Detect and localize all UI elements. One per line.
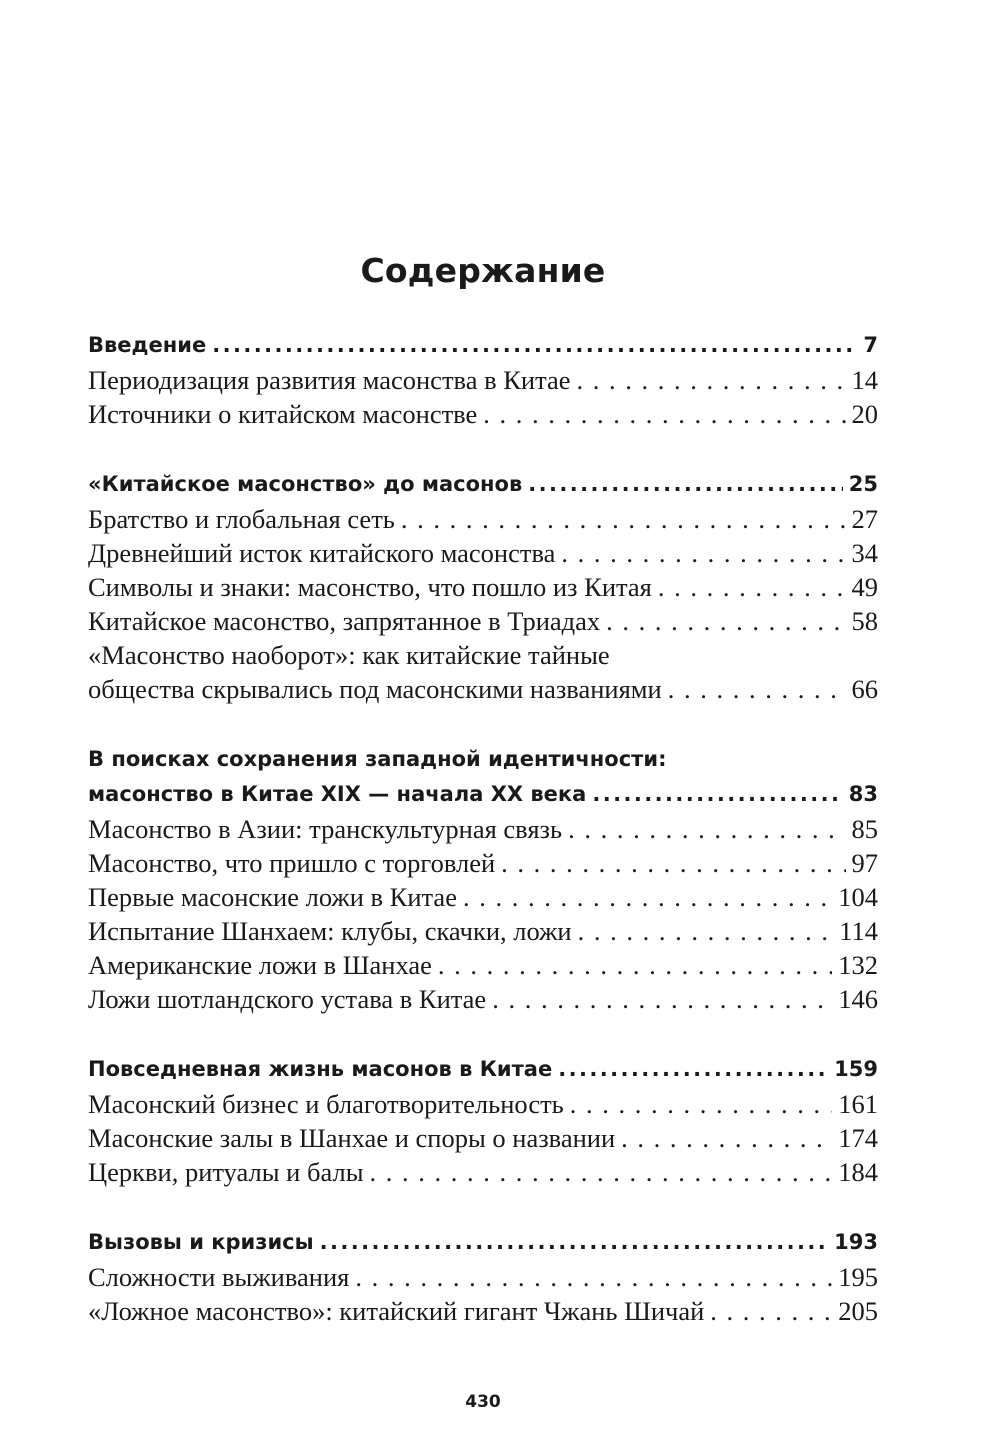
entry-title-line1: «Масонство наоборот»: как китайские тайные [88,640,610,670]
dot-leader [528,467,843,502]
entry-page-number: 104 [838,882,878,912]
dot-leader [577,363,846,397]
entry-title: Церкви, ритуалы и балы [88,1157,364,1187]
toc-section [88,1052,878,1189]
dot-leader [561,536,845,570]
entry-page-number: 146 [838,984,878,1014]
toc-chapter-entry [88,328,878,363]
entry-title: Сложности выживания [88,1262,350,1292]
toc-entry [88,570,878,604]
dot-leader [710,1294,832,1328]
dot-leader [501,846,845,880]
chapter-title: «Китайское масонство» до масонов [88,472,523,496]
chapter-page-number: 159 [834,1057,878,1081]
dot-leader [483,397,845,431]
dot-leader [355,1260,832,1294]
chapter-title-line1: В поисках сохранения западной идентичности: [88,747,667,771]
entry-page-number: 66 [851,674,878,704]
toc-entry [88,1121,878,1155]
chapter-title: Введение [88,333,207,357]
toc-entry [88,982,878,1016]
toc-section [88,467,878,706]
dot-leader [438,948,832,982]
chapter-page-number: 193 [834,1230,878,1254]
dot-leader [320,1225,829,1260]
entry-page-number: 97 [851,848,878,878]
dot-leader [668,672,846,706]
entry-title: Периодизация развития масонства в Китае [88,365,571,395]
dot-leader [463,880,832,914]
entry-title: Древнейший исток китайского масонства [88,538,556,568]
toc-chapter-entry-line [88,742,878,777]
entry-page-number: 58 [851,606,878,636]
entry-title: Китайское масонство, запрятанное в Триадах [88,606,601,636]
dot-leader [592,777,842,812]
dot-leader [578,914,834,948]
chapter-title: Повседневная жизнь масонов в Китае [88,1057,553,1081]
toc-entry [88,604,878,638]
dot-leader [570,1087,832,1121]
entry-title: Братство и глобальная сеть [88,504,395,534]
entry-title: Масонские залы в Шанхае и споры о названии [88,1123,616,1153]
toc-chapter-entry [88,467,878,502]
entry-title: Испытание Шанхаем: клубы, скачки, ложи [88,916,572,946]
toc-entry [88,812,878,846]
toc-chapter-entry [88,777,878,812]
entry-page-number: 20 [851,399,878,429]
page-title: Содержание [360,251,606,290]
dot-leader [401,502,846,536]
entry-title: общества скрывались под масонскими названиями [88,674,662,704]
entry-title: Первые масонские ложи в Китае [88,882,457,912]
dot-leader [606,604,845,638]
chapter-page-number: 83 [848,782,878,806]
entry-page-number: 14 [851,365,878,395]
toc-entry [88,1087,878,1121]
entry-page-number: 114 [839,916,878,946]
entry-title: Масонство в Азии: транскультурная связь [88,814,563,844]
toc-section [88,742,878,1016]
toc-entry [88,846,878,880]
toc-entry [88,672,878,706]
toc-entry [88,1260,878,1294]
chapter-title: Вызовы и кризисы [88,1230,314,1254]
entry-page-number: 174 [838,1123,878,1153]
dot-leader [212,328,857,363]
toc-section [88,328,878,431]
dot-leader [492,982,832,1016]
dot-leader [621,1121,832,1155]
toc-entry [88,948,878,982]
entry-page-number: 85 [851,814,878,844]
entry-page-number: 195 [838,1262,878,1292]
chapter-title: масонство в Китае XIX — начала XX века [88,782,587,806]
entry-title: Масонство, что пришло с торговлей [88,848,496,878]
toc-entry-line [88,638,878,672]
entry-page-number: 205 [838,1296,878,1326]
chapter-page-number: 25 [848,472,878,496]
entry-title: Ложи шотландского устава в Китае [88,984,487,1014]
dot-leader [658,570,846,604]
chapter-page-number: 7 [863,333,878,357]
toc-entry [88,1155,878,1189]
toc-entry [88,502,878,536]
entry-title: Символы и знаки: масонство, что пошло из Китая [88,572,652,602]
entry-page-number: 27 [851,504,878,534]
dot-leader [370,1155,833,1189]
dot-leader [568,812,845,846]
toc-entry [88,1294,878,1328]
entry-title: Источники о китайском масонстве [88,399,478,429]
entry-page-number: 49 [851,572,878,602]
toc-chapter-entry [88,1225,878,1260]
entry-title: Масонский бизнес и благотворительность [88,1089,564,1119]
toc-chapter-entry [88,1052,878,1087]
table-of-contents [88,328,878,1328]
entry-title: «Ложное масонство»: китайский гигант Чжань Шичай [88,1296,705,1326]
toc-section [88,1225,878,1328]
entry-page-number: 161 [838,1089,878,1119]
toc-entry [88,914,878,948]
page-number: 430 [465,1392,501,1412]
toc-entry [88,880,878,914]
dot-leader [558,1052,828,1087]
entry-title: Американские ложи в Шанхае [88,950,432,980]
toc-entry [88,397,878,431]
toc-entry [88,536,878,570]
entry-page-number: 132 [838,950,878,980]
entry-page-number: 34 [851,538,878,568]
entry-page-number: 184 [838,1157,878,1187]
toc-entry [88,363,878,397]
